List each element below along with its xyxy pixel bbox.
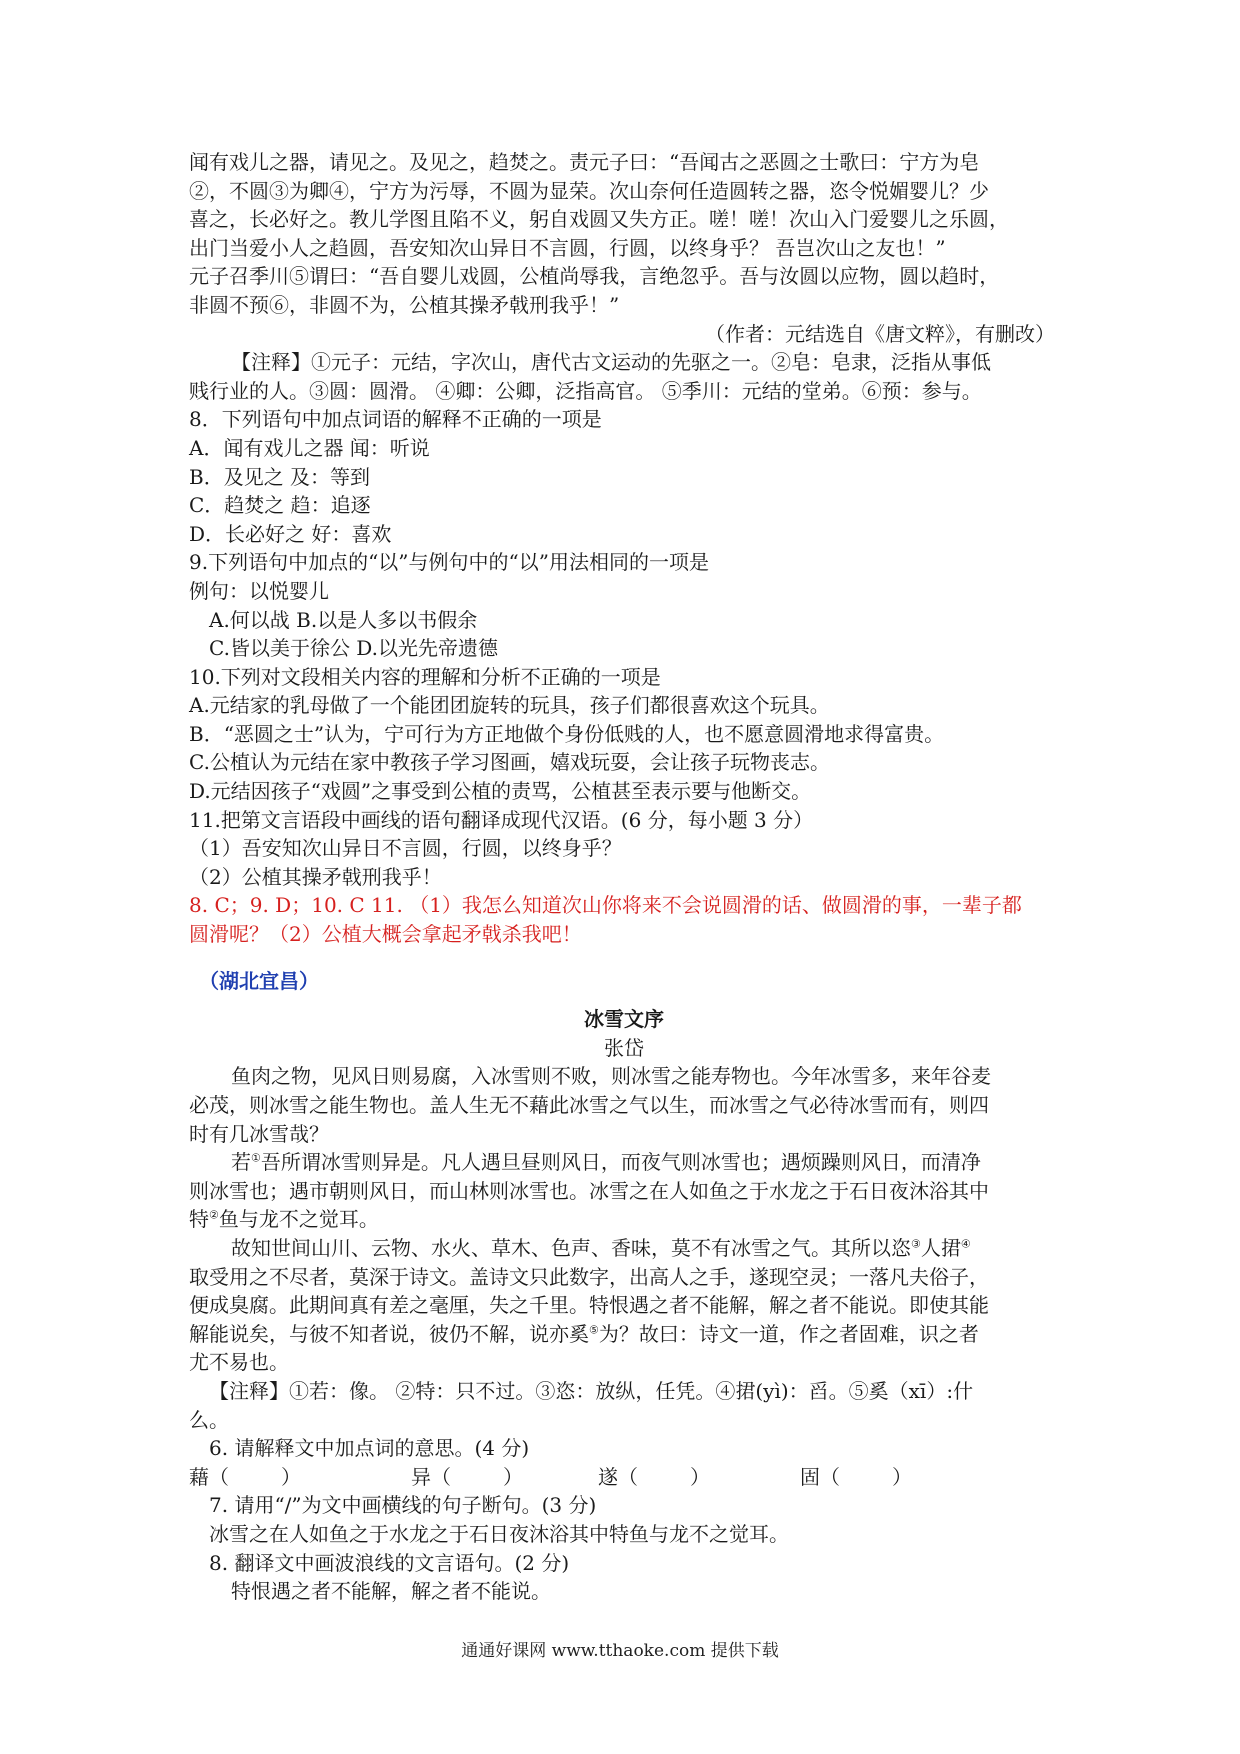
note-line: 么。 — [189, 1407, 229, 1432]
passage-2 — [189, 1062, 1059, 1377]
text-line: 尤不易也。 — [189, 1350, 289, 1375]
text-line: ②，不圆③为卿④，宁方为污辱，不圆为显荣。次山奈何任造圆转之器，恣令悦媚婴儿？少 — [189, 178, 989, 203]
blank-label: 藉（ — [189, 1464, 229, 1489]
passage-2-author: 张岱 — [604, 1035, 644, 1060]
passage-1 — [189, 148, 1059, 320]
question-8 — [189, 405, 1059, 548]
sub-question: （1）吾安知次山异日不言圆，行圆，以终身乎？ — [189, 836, 622, 861]
text-line — [189, 1234, 1059, 1263]
option-d: D.元结因孩子“戏圆”之事受到公植的责骂，公植甚至表示要与他断交。 — [189, 779, 812, 804]
note-line: 【注释】①若：像。 ②特：只不过。③恣：放纵，任凭。④捃(yì)：舀。⑤奚（xī）:什 — [209, 1378, 974, 1403]
blank-label: 遂（ — [598, 1464, 638, 1489]
option-b: B．“恶圆之士”认为，宁可行为方正地做个身份低贱的人，也不愿意圆滑地求得富贵。 — [189, 721, 945, 746]
blank-close: ） — [892, 1464, 912, 1489]
sub-question: （2）公植其操矛戟刑我乎！ — [189, 864, 442, 889]
text-line: 喜之，长必好之。教儿学图且陷不义，躬自戏圆又失方正。嗟！嗟！次山入门爱婴儿之乐圆， — [189, 207, 1009, 232]
text-line: 取受用之不尽者，莫深于诗文。盖诗文只此数字，出高人之手，遂现空灵；一落凡夫俗子， — [189, 1264, 989, 1289]
text-run: 解能说矣，与彼不知者说，彼仍不解，说亦奚 — [189, 1321, 589, 1346]
text-line: 必茂，则冰雪之能生物也。盖人生无不藉此冰雪之气以生，而冰雪之气必待冰雪而有，则四 — [189, 1093, 989, 1117]
question-stem: 9.下列语句中加点的“以”与例句中的“以”用法相同的一项是 — [189, 550, 709, 575]
option-c: C．趋焚之 趋：追逐 — [189, 493, 371, 518]
text-line: 便成臭腐。此期间真有差之毫厘，失之千里。特恨遇之者不能解，解之者不能说。即使其能 — [189, 1293, 989, 1318]
text-line: 则冰雪也；遇市朝则风日，而山林则冰雪也。冰雪之在人如鱼之于水龙之于石日夜沐浴其中 — [189, 1178, 989, 1203]
text-line: 元子召季川⑤谓曰：“吾自婴儿戏圆，公植尚辱我，言绝忽乎。吾与汝圆以应物，圆以趋时， — [189, 264, 1000, 289]
text-line — [189, 1320, 1059, 1349]
document-body — [189, 148, 1059, 1606]
answer-line: 8. C；9. D；10. C 11. （1）我怎么知道次山你将来不会说圆滑的话、做圆滑的事，一辈子都 — [189, 893, 1022, 918]
note-line: 【注释】①元子：元结，字次山，唐代古文运动的先驱之一。②皂：皂隶，泛指从事低 — [231, 350, 991, 375]
page-footer: 通通好课网 www.tthaoke.com 提供下载 — [461, 1641, 779, 1661]
text-line: 闻有戏儿之器，请见之。及见之，趋焚之。责元子曰：“吾闻古之恶圆之士歌曰：宁方为皂 — [189, 150, 980, 174]
blank-label: 异（ — [411, 1464, 451, 1489]
text-run: 为？故曰：诗文一道，作之者固难，识之者 — [598, 1321, 979, 1346]
notes-1 — [189, 348, 1059, 405]
question-6 — [189, 1434, 1059, 1491]
question-stem: 7. 请用“/”为文中画横线的句子断句。(3 分) — [209, 1493, 597, 1518]
footnote-marker: ⑤ — [589, 1323, 599, 1337]
footnote-marker: ① — [251, 1151, 261, 1165]
footnote-marker: ② — [209, 1208, 219, 1222]
option-a: A.元结家的乳母做了一个能团团旋转的玩具，孩子们都很喜欢这个玩具。 — [189, 693, 830, 718]
question-7 — [189, 1491, 1059, 1548]
option-a: A．闻有戏儿之器 闻：听说 — [189, 435, 430, 460]
question-stem: 10.下列对文段相关内容的理解和分析不正确的一项是 — [189, 664, 661, 689]
question-11 — [189, 806, 1059, 892]
text-run: 鱼与龙不之觉耳。 — [218, 1207, 379, 1232]
options-ab: A.何以战 B.以是人多以书假余 — [209, 607, 478, 632]
question-stem: 6. 请解释文中加点词的意思。(4 分) — [209, 1436, 530, 1461]
text-line — [189, 1205, 1059, 1234]
footnote-marker: ④ — [960, 1237, 971, 1251]
text-run: 故知世间山川、云物、水火、草木、色声、香味，莫不有冰雪之气。其所以恣 — [231, 1235, 911, 1260]
question-stem: 8. 翻译文中画波浪线的文言语句。(2 分) — [209, 1550, 570, 1575]
text-run: 人捃 — [920, 1235, 961, 1260]
question-stem: 11.把第文言语段中画线的语句翻译成现代汉语。(6 分，每小题 3 分） — [189, 807, 814, 832]
question-8b — [189, 1549, 1059, 1606]
text-run: 吾所谓冰雪则异是。凡人遇旦昼则风日，而夜气则冰雪也；遇烦躁则风日，而清净 — [260, 1150, 981, 1175]
text-line: 出门当爱小人之趋圆，吾安知次山异日不言圆，行圆，以终身乎？ 吾岂次山之友也！” — [189, 235, 946, 260]
option-d: D．长必好之 好：喜欢 — [189, 521, 392, 546]
text-run: 若 — [231, 1150, 251, 1175]
answer-blanks — [189, 1463, 1059, 1492]
blank-close: ） — [281, 1464, 301, 1489]
region-heading: （湖北宜昌） — [199, 968, 319, 993]
text-run: 特 — [189, 1207, 209, 1232]
sentence-to-punctuate: 冰雪之在人如鱼之于水龙之于石日夜沐浴其中特鱼与龙不之觉耳。 — [209, 1521, 789, 1546]
sentence-to-translate: 特恨遇之者不能解，解之者不能说。 — [231, 1579, 551, 1604]
blank-close: ） — [690, 1464, 710, 1489]
text-line: 时有几冰雪哉？ — [189, 1121, 329, 1146]
answer-key — [189, 891, 1059, 948]
note-line: 贱行业的人。③圆：圆滑。 ④卿：公卿，泛指高官。 ⑤季川：元结的堂弟。⑥预：参与。 — [189, 378, 982, 403]
question-stem: 8．下列语句中加点词语的解释不正确的一项是 — [189, 407, 602, 432]
options-cd: C.皆以美于徐公 D.以光先帝遗德 — [209, 636, 498, 661]
passage-2-title: 冰雪文序 — [584, 1007, 664, 1032]
question-9 — [189, 548, 1059, 662]
footnote-marker: ③ — [911, 1237, 921, 1251]
notes-2 — [189, 1377, 1059, 1434]
text-line: 非圆不预⑥，非圆不为，公植其操矛戟刑我乎！” — [189, 292, 620, 317]
passage-1-source: （作者：元结选自《唐文粹》，有删改） — [705, 321, 1055, 346]
option-c: C.公植认为元结在家中教孩子学习图画，嬉戏玩耍，会让孩子玩物丧志。 — [189, 750, 830, 775]
blank-label: 固（ — [800, 1464, 840, 1489]
answer-line: 圆滑呢？（2）公植大概会拿起矛戟杀我吧！ — [189, 922, 582, 947]
example-sentence: 例句：以悦婴儿 — [189, 578, 329, 603]
blank-close: ） — [503, 1464, 523, 1489]
option-b: B．及见之 及：等到 — [189, 464, 371, 489]
text-line: 鱼肉之物，见风日则易腐，入冰雪则不败，则冰雪之能寿物也。今年冰雪多，来年谷麦 — [231, 1064, 991, 1089]
question-10 — [189, 663, 1059, 806]
text-line — [189, 1148, 1059, 1177]
